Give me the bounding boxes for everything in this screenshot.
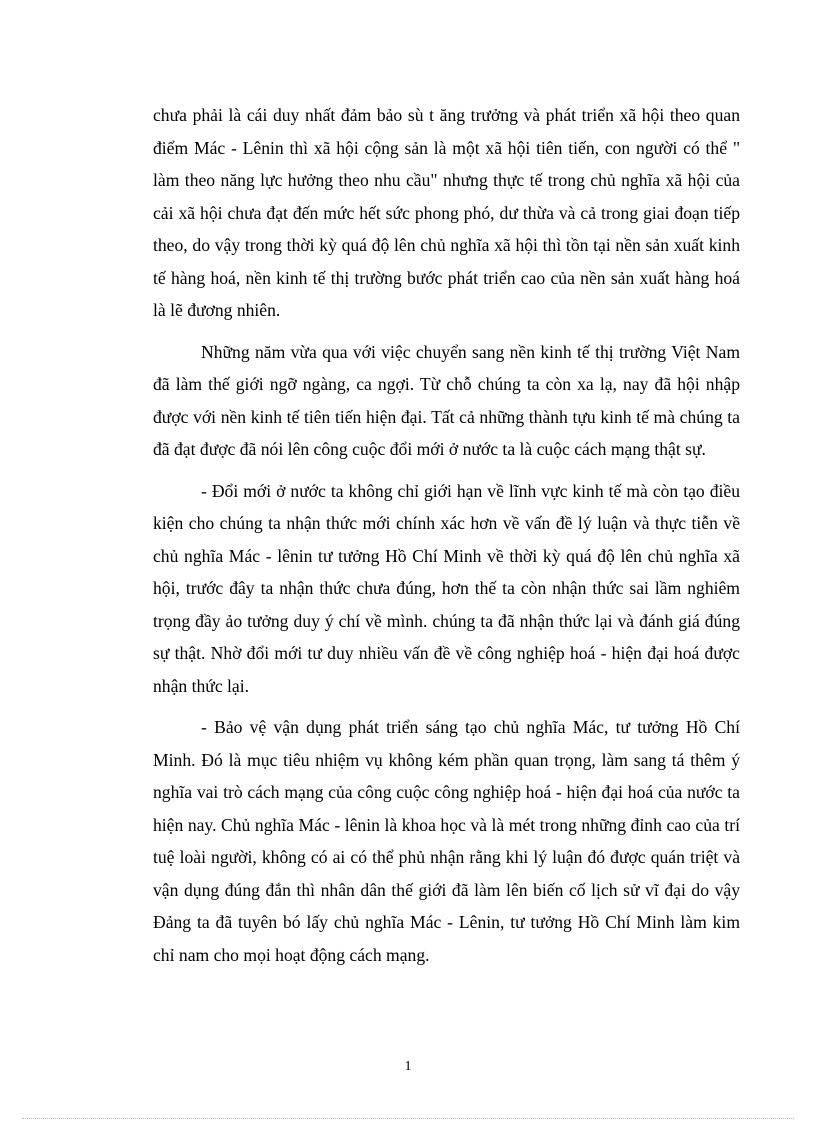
paragraph-4: - Bảo vệ vận dụng phát triển sáng tạo chủ nghĩa Mác, tư tưởng Hồ Chí Minh. Đó là mục tiêu nhiệm vụ không kém phần quan trọng, làm sang tá thêm ý nghĩa vai trò cách mạng của công cuộc công nghiệp hoá - hiện đại hoá của nước ta hiện nay. Chủ nghĩa Mác - lênin là khoa học và là mét trong những đỉnh cao của trí tuệ loài người, không có ai có thể phủ nhận rằng khi lý luận đó được quán triệt và vận dụng đúng đắn thì nhân dân thế giới đã làm lên biến cố lịch sử vĩ đại do vậy Đảng ta đã tuyên bó lấy chủ nghĩa Mác - Lênin, tư tưởng Hồ Chí Minh làm kim chỉ nam cho mọi hoạt động cách mạng. bbox=[153, 717, 740, 965]
paragraph-3: - Đổi mới ở nước ta không chỉ giới hạn về lĩnh vực kinh tế mà còn tạo điều kiện cho chúng ta nhận thức mới chính xác hơn về vấn đề lý luận và thực tiễn về chủ nghĩa Mác - lênin tư tưởng Hồ Chí Minh về thời kỳ quá độ lên chủ nghĩa xã hội, trước đây ta nhận thức chưa đúng, hơn thế ta còn nhận thức sai lầm nghiêm trọng đầy ảo tưởng duy ý chí về mình. chúng ta đã nhận thức lại và đánh giá đúng sự thật. Nhờ đổi mới tư duy nhiều vấn đề về công nghiệp hoá - hiện đại hoá được nhận thức lại. bbox=[153, 480, 740, 696]
page-bottom-divider bbox=[22, 1118, 794, 1119]
paragraph-2: Những năm vừa qua với việc chuyển sang nền kinh tế thị trường Việt Nam đã làm thế giới ngỡ ngàng, ca ngợi. Từ chỗ chúng ta còn xa lạ, nay đã hội nhập được với nền kinh tế tiên tiến hiện đại. Tất cả những thành tựu kinh tế mà chúng ta đã đạt được đã nói lên công cuộc đổi mới ở nước ta là cuộc cách mạng thật sự. bbox=[153, 341, 740, 459]
paragraph-1: chưa phải là cái duy nhất đảm bảo sù t ăng trưởng và phát triển xã hội theo quan điểm Mác - Lênin thì xã hội cộng sản là một xã hội tiên tiến, con người có thể " làm theo năng lực hưởng theo nhu cầu" nhưng thực tế trong chủ nghĩa xã hội của cải xã hội chưa đạt đến mức hết sức phong phó, dư thừa và cả trong giai đoạn tiếp theo, do vậy trong thời kỳ quá độ lên chủ nghĩa xã hội thì tồn tại nền sản xuất kinh tế hàng hoá, nền kinh tế thị trường bước phát triển cao của nền sản xuất hàng hoá là lẽ đương nhiên. bbox=[153, 105, 740, 320]
page-number: 1 bbox=[404, 1059, 412, 1074]
document-body bbox=[153, 99, 740, 980]
